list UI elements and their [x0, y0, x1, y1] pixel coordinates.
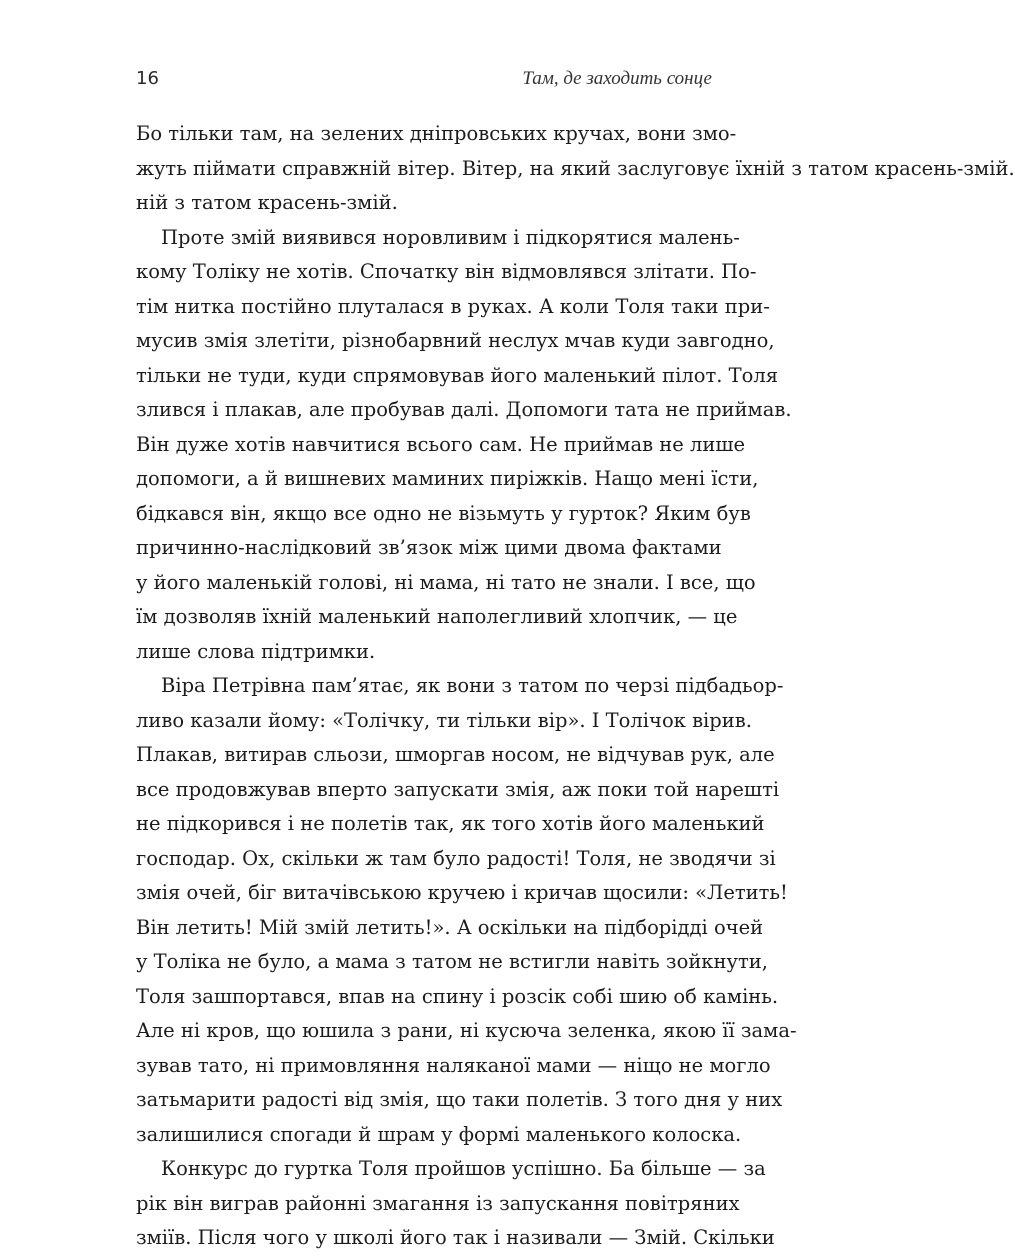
- running-title: Там, де заходить сонце: [522, 68, 712, 89]
- text-line: Плакав, витирав сльози, шморгав носом, не відчував рук, але: [136, 743, 775, 766]
- text-line: у Толіка не було, а мама з татом не встигли навіть зойкнути,: [136, 950, 768, 973]
- text-line: Бо тільки там, на зелених дніпровських кручах, вони змо-: [136, 122, 737, 145]
- text-line: жуть піймати справжній вітер. Вітер, на який заслуговує їхній з татом красень-змій.: [136, 156, 1015, 180]
- text-line: залишилися спогади й шрам у формі маленького колоска.: [136, 1122, 742, 1146]
- text-line: ній з татом красень-змій.: [136, 191, 398, 214]
- text-line: мусив змія злетіти, різнобарвний неслух мчав куди завгодно,: [136, 329, 775, 352]
- body-text: [136, 117, 1015, 1256]
- text-line: бідкався він, якщо все одно не візьмуть у гурток? Яким був: [136, 501, 751, 525]
- text-line: тільки не туди, куди спрямовував його маленький пілот. Толя: [136, 363, 779, 387]
- text-line: Він летить! Мій змій летить!». А оскільки на підборідді очей: [136, 915, 764, 939]
- page-number: 16: [136, 68, 159, 89]
- text-line: Але ні кров, що юшила з рани, ні кусюча зеленка, якою її зама-: [136, 1019, 797, 1042]
- text-line: Конкурс до гуртка Толя пройшов успішно. Ба більше — за: [161, 1157, 766, 1180]
- text-line: злився і плакав, але пробував далі. Допомоги тата не приймав.: [136, 398, 792, 421]
- text-line: у його маленькій голові, ні мама, ні тато не знали. І все, що: [136, 570, 756, 594]
- text-line: господар. Ох, скільки ж там було радості! Толя, не зводячи зі: [136, 846, 776, 870]
- text-line: їм дозволяв їхній маленький наполегливий хлопчик, — це: [136, 605, 738, 628]
- text-line: кому Толіку не хотів. Спочатку він відмовлявся злітати. По-: [136, 260, 757, 283]
- text-line: Толя зашпортався, впав на спину і розсік собі шию об камінь.: [136, 984, 779, 1008]
- text-line: затьмарити радості від змія, що таки полетів. З того дня у них: [136, 1088, 783, 1111]
- text-line: не підкорився і не полетів так, як того хотів його маленький: [136, 812, 765, 835]
- text-line: Віра Петрівна пам’ятає, як вони з татом по черзі підбадьор-: [161, 674, 784, 697]
- text-line: Проте змій виявився норовливим і підкорятися малень-: [161, 225, 740, 249]
- text-line: допомоги, а й вишневих маминих пиріжків. Нащо мені їсти,: [136, 467, 759, 490]
- text-line: змія очей, біг витачівською кручею і кричав щосили: «Летить!: [136, 881, 788, 904]
- text-line: тім нитка постійно плуталася в руках. А коли Толя таки при-: [136, 294, 770, 318]
- text-line: Він дуже хотів навчитися всього сам. Не приймав не лише: [136, 432, 746, 456]
- text-line: лише слова підтримки.: [136, 639, 376, 663]
- text-line: зував тато, ні примовляння наляканої мами — ніщо не могло: [136, 1053, 771, 1077]
- text-line: ливо казали йому: «Толічку, ти тільки вір». І Толічок вірив.: [136, 708, 752, 732]
- text-line: рік він виграв районні змагання із запускання повітряних: [136, 1191, 740, 1215]
- text-line: причинно-наслідковий зв’язок між цими двома фактами: [136, 536, 722, 559]
- text-line: зміїв. Після чого у школі його так і називали — Змій. Скільки: [136, 1226, 775, 1249]
- text-line: все продовжував вперто запускати змія, аж поки той нарешті: [136, 777, 780, 801]
